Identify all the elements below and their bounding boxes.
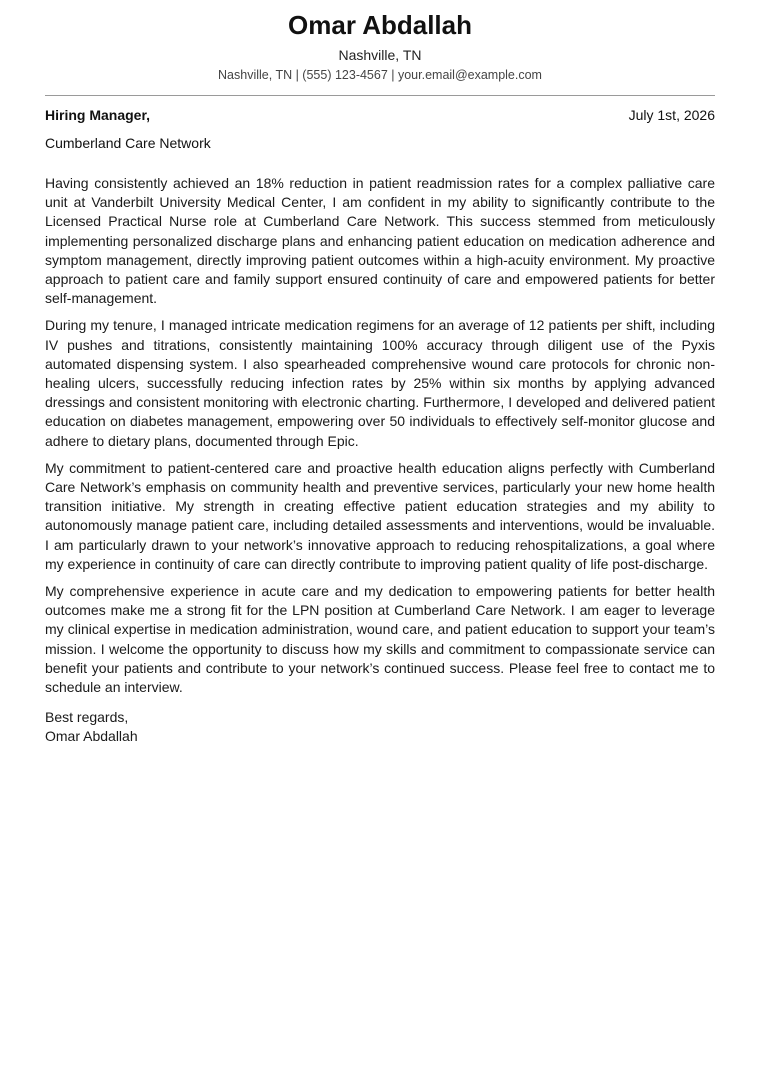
body-paragraph: My commitment to patient-centered care and proactive health education aligns perfectly with Cumberland Care Network’s emphasis on community health and preventive services, particularly your new home health transition initiative. My strength in creating effective patient education strategies and my ability to autonomously manage patient care, including detailed assessments and interventions, would be invaluable. I am particularly drawn to your network’s innovative approach to reducing rehospitalizations, a goal where my experience in continuity of care can directly contribute to improving patient quality of life post-discharge. <box>45 459 715 572</box>
recipient-date-row <box>45 106 715 124</box>
signature-name: Omar Abdallah <box>45 728 138 745</box>
letter-body <box>45 174 715 697</box>
applicant-location: Nashville, TN <box>338 47 422 63</box>
contact-line: Nashville, TN | (555) 123-4567 | your.email@example.com <box>218 68 542 82</box>
applicant-name: Omar Abdallah <box>288 10 472 40</box>
header-divider <box>45 95 715 96</box>
letter-closing <box>45 708 715 746</box>
letter-date: July 1st, 2026 <box>628 107 715 123</box>
body-paragraph: Having consistently achieved an 18% reduction in patient readmission rates for a complex palliative care unit at Vanderbilt University Medical Center, I am confident in my ability to significantly contribute to the Licensed Practical Nurse role at Cumberland Care Network. This success stemmed from meticulously implementing personalized discharge plans and enhancing patient education on medication adherence and symptom management, directly improving patient outcomes within a high-acuity environment. My proactive approach to patient care and family support ensured continuity of care and empowered patients for better self-management. <box>45 175 715 307</box>
letter-header <box>45 8 715 84</box>
body-paragraph: My comprehensive experience in acute care and my dedication to empowering patients for better health outcomes make me a strong fit for the LPN position at Cumberland Care Network. I am eager to leverage my clinical expertise in medication administration, wound care, and patient education to support your team’s mission. I welcome the opportunity to discuss how my skills and commitment to compassionate service can benefit your patients and contribute to your network’s continued success. Please feel free to contact me to schedule an interview. <box>45 583 715 696</box>
salutation: Hiring Manager, <box>45 107 151 123</box>
body-paragraph: During my tenure, I managed intricate medication regimens for an average of 12 patients per shift, including IV pushes and titrations, consistently maintaining 100% accuracy through diligent use of the Pyxis automated dispensing system. I also spearheaded comprehensive wound care protocols for chronic non-healing ulcers, successfully reducing infection rates by 25% within six months by applying advanced dressings and consistent monitoring with electronic charting. Furthermore, I developed and delivered patient education on diabetes management, empowering over 50 individuals to effectively self-monitor glucose and adhere to dietary plans, documented through Epic. <box>45 317 715 449</box>
closing-phrase: Best regards, <box>45 709 129 726</box>
recipient-company: Cumberland Care Network <box>45 135 211 151</box>
